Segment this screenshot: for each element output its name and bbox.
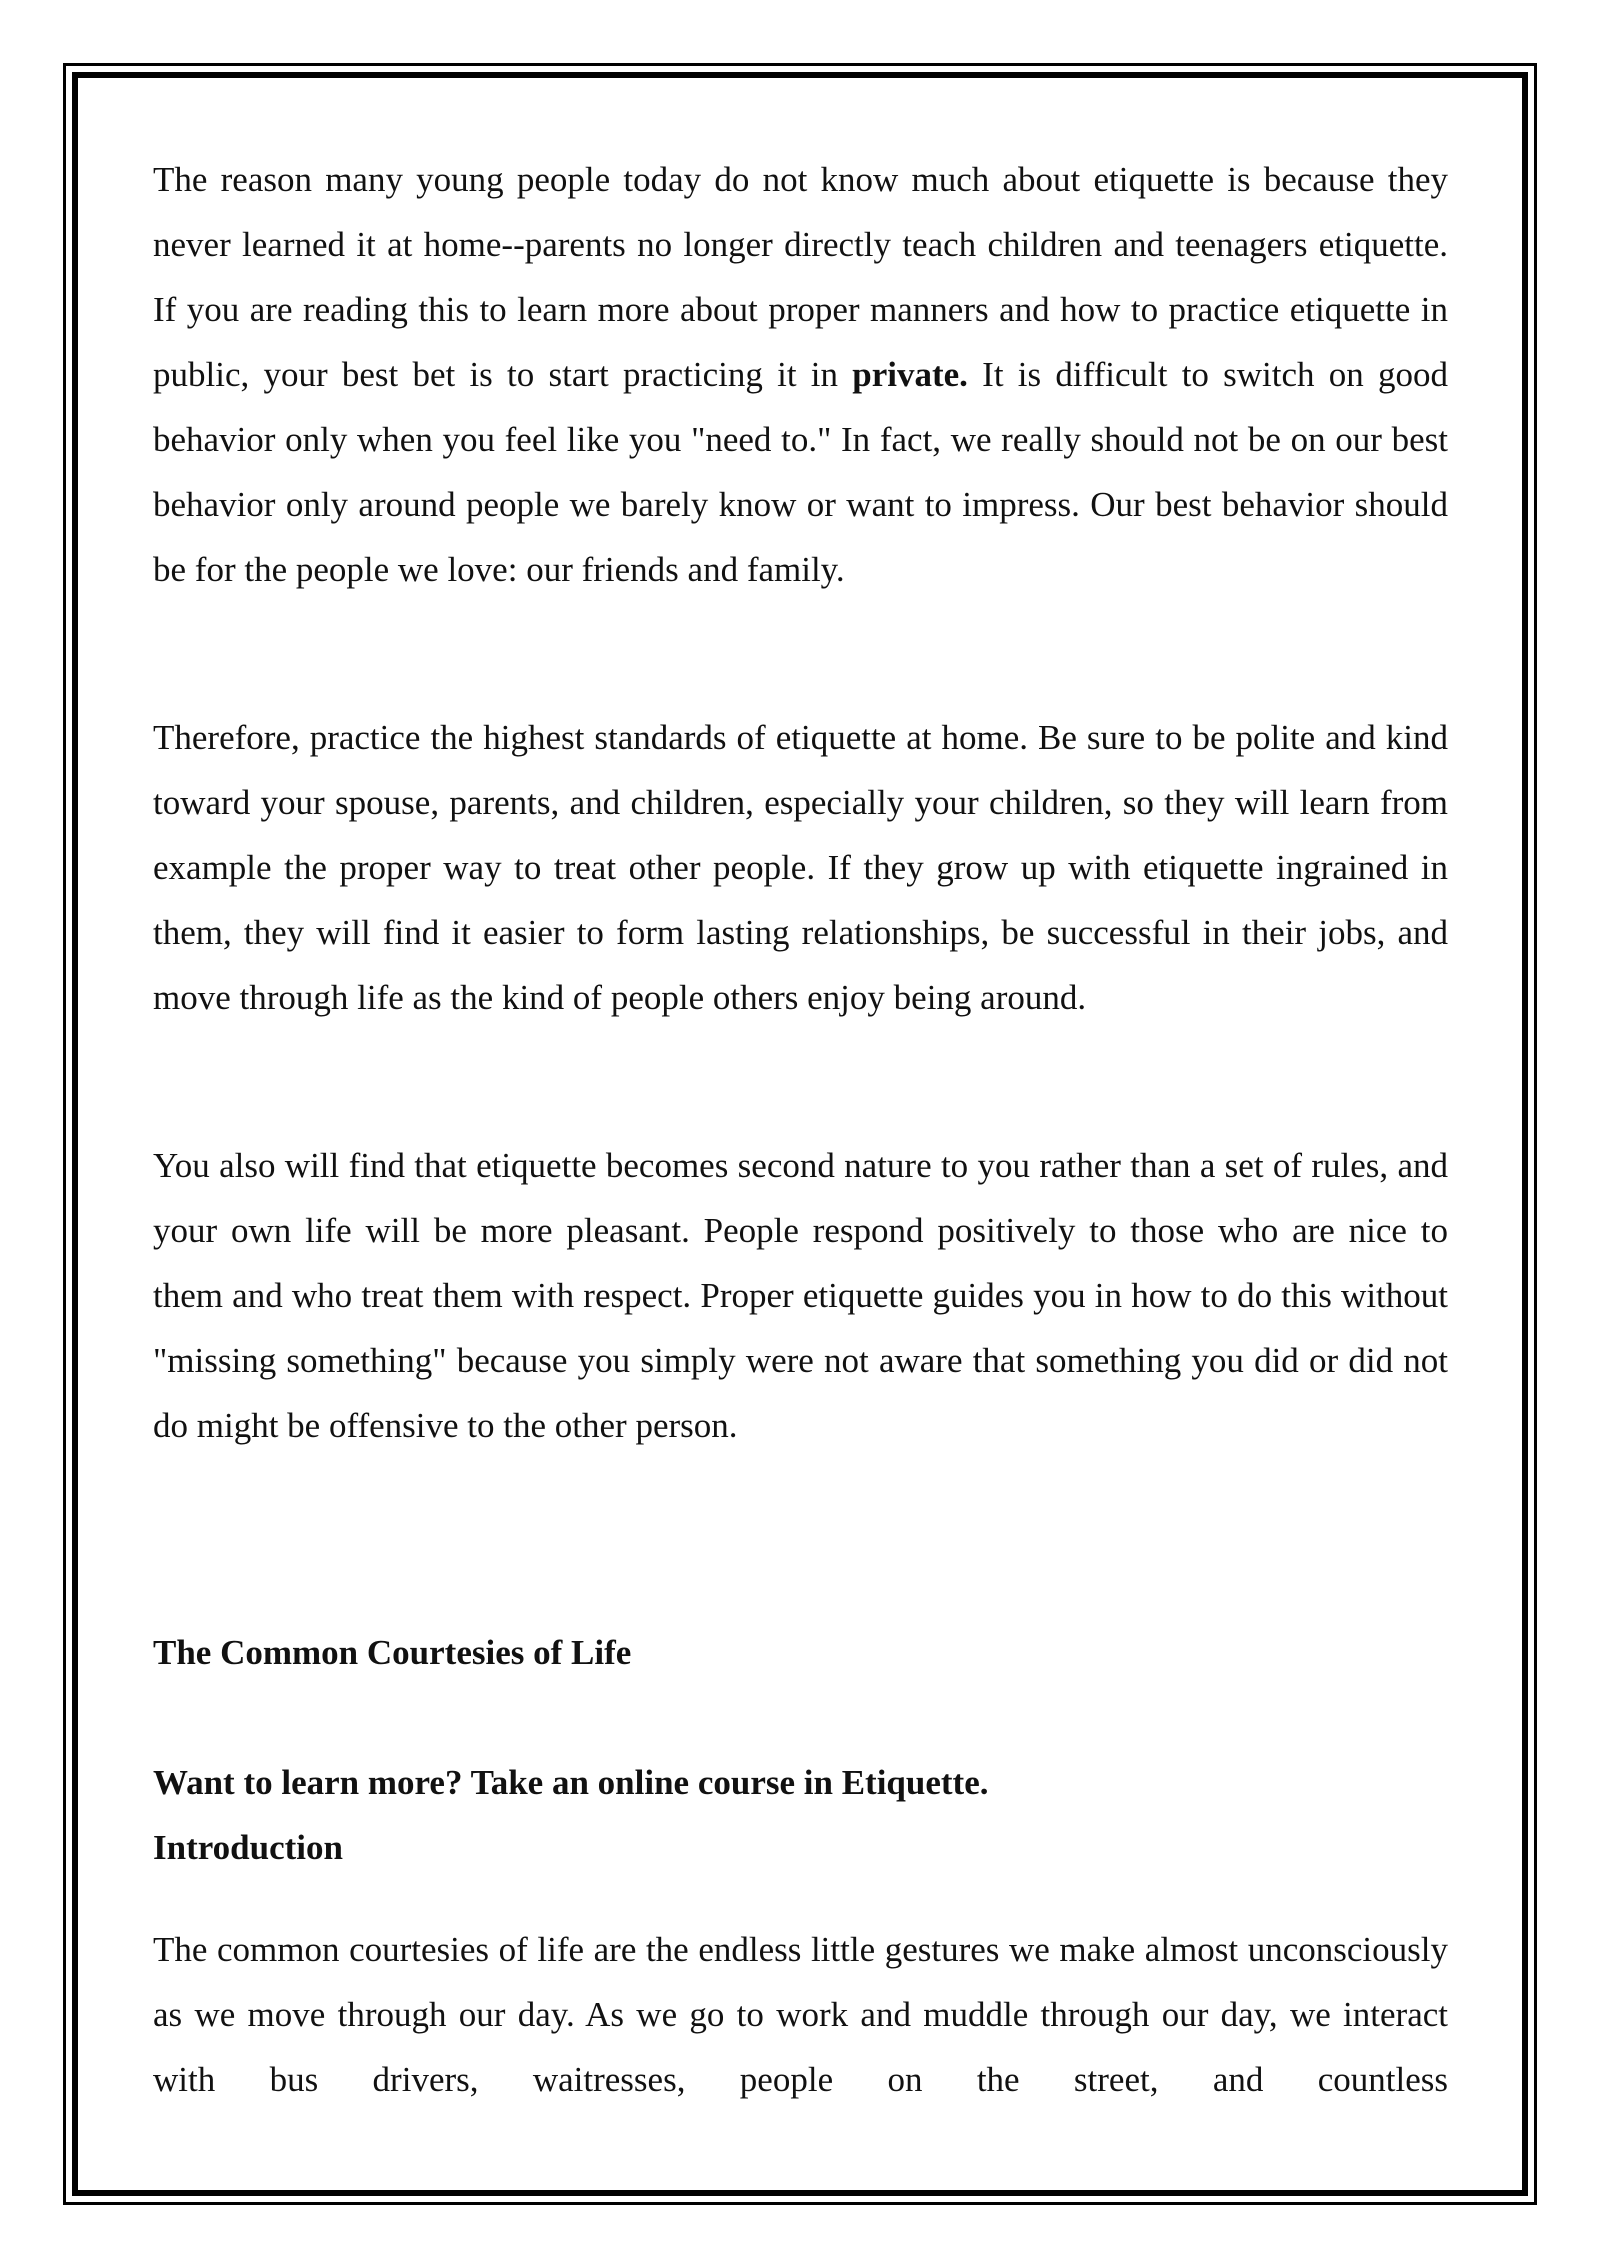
paragraph-practice-at-home: Therefore, practice the highest standards of etiquette at home. Be sure to be polite and kind toward your spouse, parents, and children, especially your children, so they will learn from example the proper way to treat other people. If they grow up with etiquette ingrained in them, they will find it easier to form lasting relationships, be successful in their jobs, and move through life as the kind of people others enjoy being around. [153, 718, 1448, 1017]
paragraph-second-nature: You also will find that etiquette becomes second nature to you rather than a set of rules, and your own life will be more pleasant. People respond positively to those who are nice to them and who treat them with respect. Proper etiquette guides you in how to do this without "missing something" because you simply were not aware that something you did or did not do might be offensive to the other person. [153, 1146, 1448, 1445]
paragraph-text: The reason many young people today do not know much about etiquette is because they never learned it at home--parents no longer directly teach children and teenagers etiquette. If you are reading this to learn more about proper manners and how to practice etiquette in public, your best bet is to start practicing it in [153, 160, 1448, 394]
paragraph-home-etiquette [153, 147, 1448, 602]
course-prompt: Want to learn more? Take an online course in Etiquette. [153, 1763, 989, 1802]
paragraph-common-courtesies: The common courtesies of life are the endless little gestures we make almost unconsciously as we move through our day. As we go to work and muddle through our day, we interact with bus drivers, waitresses, people on the street, and countless [153, 1930, 1448, 2099]
emphasis-private: private. [852, 355, 968, 394]
section-title: The Common Courtesies of Life [153, 1633, 632, 1672]
paragraph-text: It is difficult to switch on good behavior only when you feel like you "need to." In fact, we really should not be on our best behavior only around people we barely know or want to impress. Our best behavior should be for the people we love: our friends and family. [153, 355, 1448, 589]
introduction-heading: Introduction [153, 1828, 343, 1867]
